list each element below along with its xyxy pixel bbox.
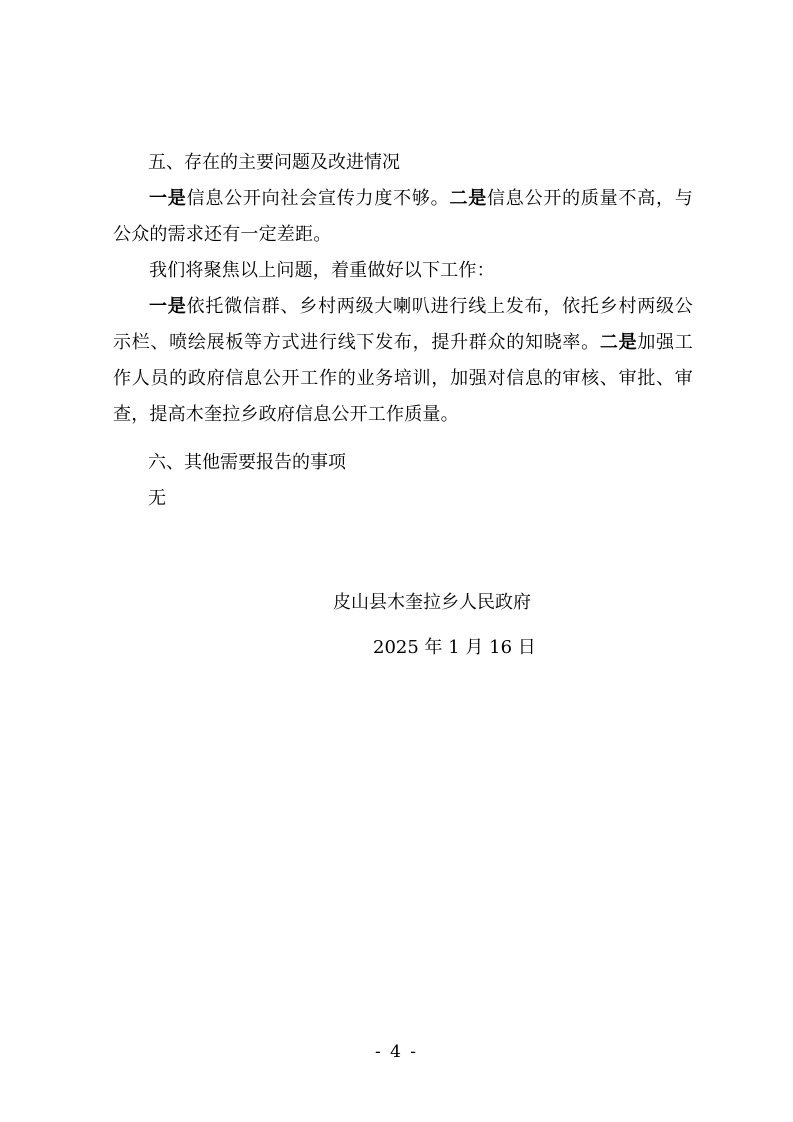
lead-second: 二是 <box>599 332 638 353</box>
problem-paragraph <box>113 181 693 253</box>
measure-text-2: 加强工作人员的政府信息公开工作的业务培训，加强对信息的审核、审批、审查，提高木奎拉乡政府信息公开工作质量。 <box>113 332 693 425</box>
section-5-body <box>113 181 693 433</box>
lead-first: 一是 <box>149 188 187 209</box>
signature-org: 皮山县木奎拉乡人民政府 <box>333 592 531 613</box>
problem-text-1: 信息公开向社会宣传力度不够。 <box>186 188 450 209</box>
section-heading-5: 五、存在的主要问题及改进情况 <box>148 152 400 173</box>
signature-date: 2025 年 1 月 16 日 <box>373 637 536 658</box>
measure-text-1: 依托微信群、乡村两级大喇叭进行线上发布，依托乡村两级公示栏、喷绘展板等方式进行线下发布，提升群众的知晓率。 <box>113 296 693 353</box>
problem-text-2: 信息公开的质量不高，与公众的需求还有一定差距。 <box>113 188 693 245</box>
section-6-text: 无 <box>148 488 166 509</box>
lead-first: 一是 <box>149 296 187 317</box>
measures-paragraph <box>113 289 693 433</box>
section-heading-6: 六、其他需要报告的事项 <box>148 452 346 473</box>
intro-paragraph: 我们将聚焦以上问题，着重做好以下工作： <box>149 260 495 281</box>
lead-second: 二是 <box>449 188 488 209</box>
page-number: - 4 - <box>374 1042 419 1062</box>
